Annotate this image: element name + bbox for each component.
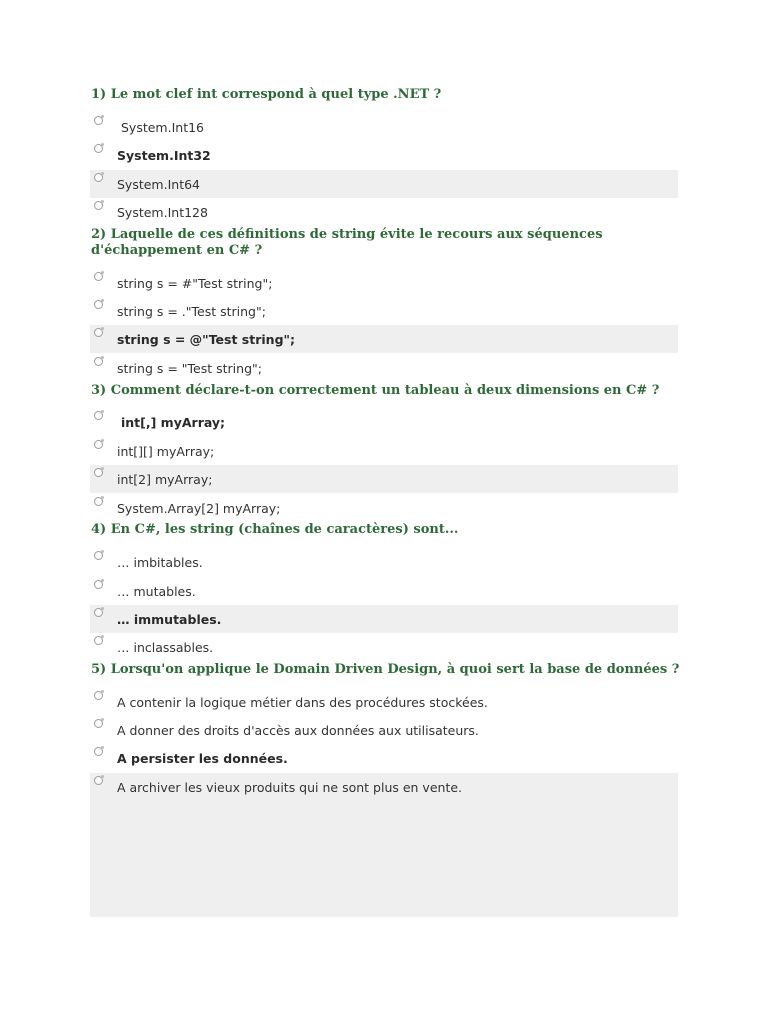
option-label: … mutables. bbox=[117, 584, 196, 599]
question-2-option-3[interactable] bbox=[90, 325, 678, 353]
option-label: int[2] myArray; bbox=[117, 472, 213, 487]
option-label: System.Int16 bbox=[121, 120, 205, 135]
question-4-option-3[interactable] bbox=[90, 605, 678, 633]
radio-button[interactable] bbox=[94, 608, 103, 617]
question-4-option-1[interactable] bbox=[90, 548, 678, 576]
question-2-option-4[interactable] bbox=[90, 354, 678, 382]
question-1-option-3[interactable] bbox=[90, 170, 678, 198]
question-1-title: 1) Le mot clef int correspond à quel type .NET ? bbox=[91, 87, 442, 102]
radio-button[interactable] bbox=[94, 300, 103, 309]
radio-button[interactable] bbox=[94, 691, 103, 700]
radio-button[interactable] bbox=[94, 551, 103, 560]
radio-button[interactable] bbox=[94, 173, 103, 182]
question-1-option-2[interactable] bbox=[90, 141, 678, 169]
radio-button[interactable] bbox=[94, 719, 103, 728]
option-label: A donner des droits d'accès aux données aux utilisateurs. bbox=[117, 723, 479, 738]
question-5-option-1[interactable] bbox=[90, 688, 678, 716]
option-label: … imbitables. bbox=[117, 555, 203, 570]
question-2-option-2[interactable] bbox=[90, 297, 678, 325]
option-label: System.Int128 bbox=[117, 205, 208, 220]
option-label: string s = "Test string"; bbox=[117, 361, 262, 376]
option-label: System.Int64 bbox=[117, 177, 201, 192]
radio-button[interactable] bbox=[94, 747, 103, 756]
radio-button[interactable] bbox=[94, 468, 103, 477]
option-label: A archiver les vieux produits qui ne sont plus en vente. bbox=[117, 780, 463, 795]
question-3-option-2[interactable] bbox=[90, 437, 678, 465]
question-5-title: 5) Lorsqu'on applique le Domain Driven Design, à quoi sert la base de données ? bbox=[91, 662, 680, 677]
radio-button[interactable] bbox=[94, 776, 103, 785]
radio-button[interactable] bbox=[94, 144, 103, 153]
question-4-title: 4) En C#, les string (chaînes de caractères) sont... bbox=[91, 522, 459, 537]
answer-area-background bbox=[90, 801, 678, 917]
question-4-option-4[interactable] bbox=[90, 633, 678, 661]
question-2-title: 2) Laquelle de ces définitions de string évite le recours aux séquences d'échappement en C# ? bbox=[91, 227, 603, 258]
question-3-option-4[interactable] bbox=[90, 494, 678, 522]
question-3-option-1[interactable] bbox=[90, 408, 678, 436]
question-4-option-2[interactable] bbox=[90, 577, 678, 605]
question-3-title: 3) Comment déclare-t-on correctement un tableau à deux dimensions en C# ? bbox=[91, 383, 660, 398]
option-label: A persister les données. bbox=[117, 751, 288, 766]
option-label: string s = @"Test string"; bbox=[117, 332, 296, 347]
question-1-option-4[interactable] bbox=[90, 198, 678, 226]
option-label: string s = #"Test string"; bbox=[117, 276, 273, 291]
option-label: System.Int32 bbox=[117, 148, 211, 163]
option-label: string s = ."Test string"; bbox=[117, 304, 266, 319]
radio-button[interactable] bbox=[94, 328, 103, 337]
radio-button[interactable] bbox=[94, 580, 103, 589]
radio-button[interactable] bbox=[94, 272, 103, 281]
question-3-option-3[interactable] bbox=[90, 465, 678, 493]
radio-button[interactable] bbox=[94, 636, 103, 645]
question-5-option-4[interactable] bbox=[90, 773, 678, 801]
radio-button[interactable] bbox=[94, 440, 103, 449]
radio-button[interactable] bbox=[94, 497, 103, 506]
option-label: int[][] myArray; bbox=[117, 444, 215, 459]
option-label: … immutables. bbox=[117, 612, 222, 627]
radio-button[interactable] bbox=[94, 116, 103, 125]
option-label: … inclassables. bbox=[117, 640, 214, 655]
question-5-option-2[interactable] bbox=[90, 716, 678, 744]
radio-button[interactable] bbox=[94, 357, 103, 366]
option-label: System.Array[2] myArray; bbox=[117, 501, 281, 516]
question-2-option-1[interactable] bbox=[90, 269, 678, 297]
radio-button[interactable] bbox=[94, 411, 103, 420]
question-5-option-3[interactable] bbox=[90, 744, 678, 772]
question-1-option-1[interactable] bbox=[90, 113, 678, 141]
radio-button[interactable] bbox=[94, 201, 103, 210]
option-label: A contenir la logique métier dans des procédures stockées. bbox=[117, 695, 488, 710]
option-label: int[,] myArray; bbox=[121, 415, 226, 430]
